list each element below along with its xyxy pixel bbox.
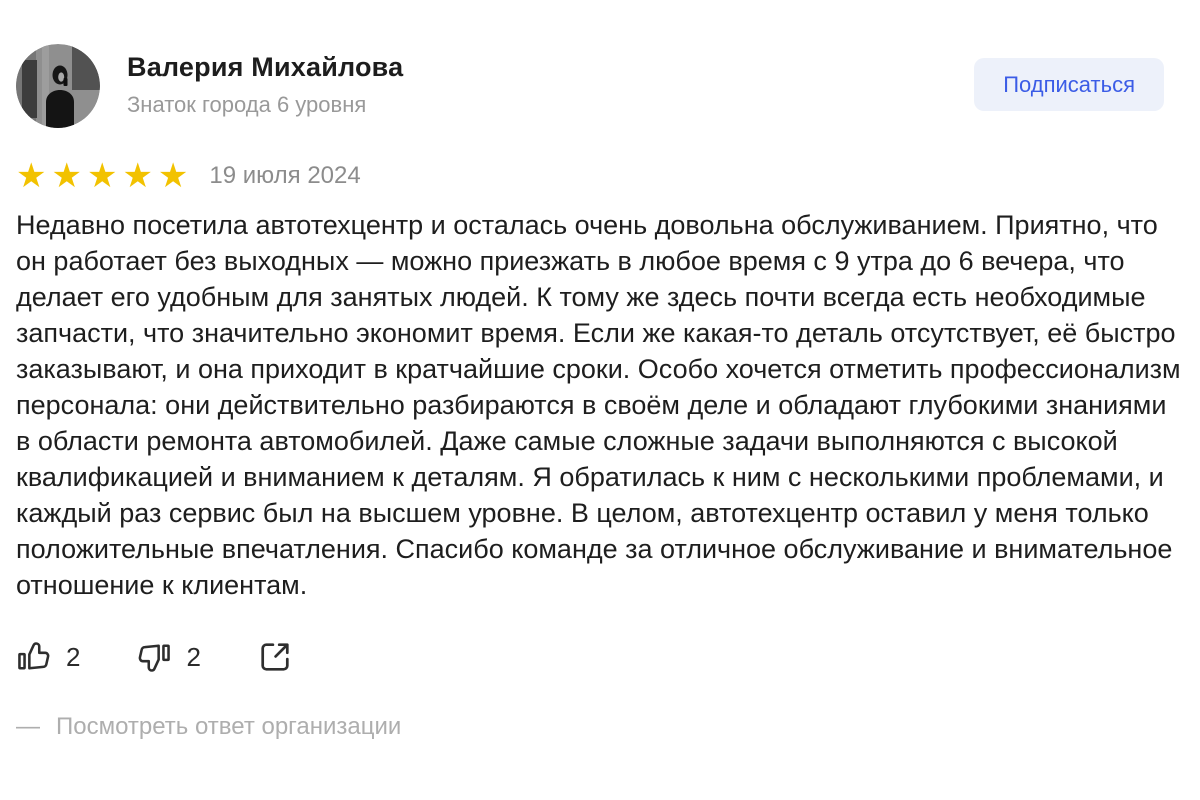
like-button[interactable] <box>16 639 80 675</box>
author-status: Знаток города 6 уровня <box>127 92 367 117</box>
view-org-reply-link[interactable]: Посмотреть ответ организации <box>56 713 402 740</box>
avatar-photo <box>16 44 100 128</box>
author-name: Валерия Михайлова <box>127 52 404 82</box>
review-text: Недавно посетила автотехцентр и осталась очень довольна обслуживанием. Приятно, что он работает без выходных — можно приезжать в любое время с 9 утра до 6 вечера, что делает его удобным для занятых людей. К тому же здесь почти всегда есть необходимые запчасти, что значительно экономит время. Если же какая-то деталь отсутствует, её быстро заказывают, и она приходит в кратчайшие сроки. Особо хочется отметить профессионализм персонала: они действительно разбираются в своём деле и обладают глубокими знаниями в области ремонта автомобилей. Даже самые сложные задачи выполняются с высокой квалификацией и вниманием к деталям. Я обратилась к ним с несколькими проблемами, и каждый раз сервис был на высшем уровне. В целом, автотехцентр оставил у меня только положительные впечатления. Спасибо команде за отличное обслуживание и внимательное отношение к клиентам. <box>16 210 1181 600</box>
share-button[interactable] <box>257 639 293 675</box>
subscribe-button[interactable]: Подписаться <box>974 58 1164 111</box>
actions-row <box>16 636 1184 678</box>
dislike-button[interactable] <box>136 639 200 675</box>
author-block <box>127 44 403 118</box>
share-icon <box>257 639 293 675</box>
thumb-up-icon <box>16 639 52 675</box>
rating-row <box>16 158 1184 194</box>
star-rating: ★★★★★ <box>16 157 194 195</box>
review-footer <box>16 713 1184 741</box>
dislike-count: 2 <box>186 641 201 672</box>
review-date: 19 июля 2024 <box>209 162 361 189</box>
footer-dash: — <box>16 713 40 740</box>
review-header <box>16 44 1184 128</box>
like-count: 2 <box>66 641 81 672</box>
thumb-down-icon <box>136 639 172 675</box>
avatar[interactable] <box>16 44 100 128</box>
